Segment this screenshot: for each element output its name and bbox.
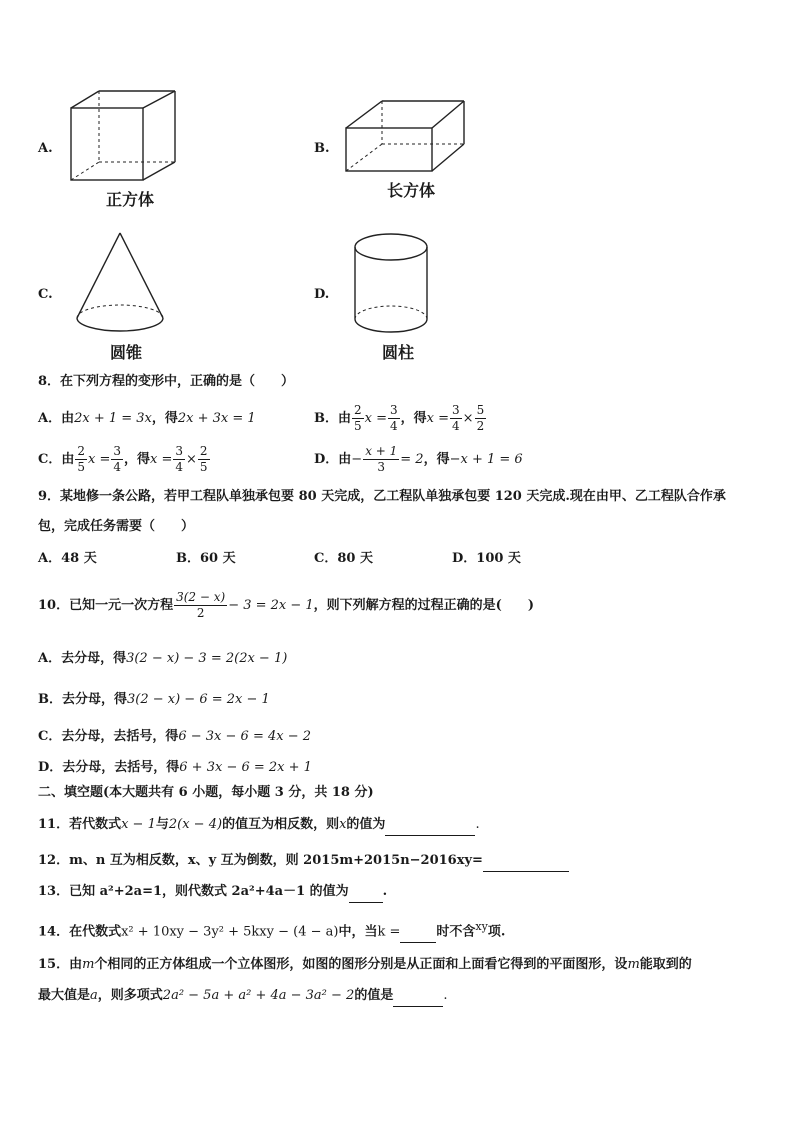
cube-figure: [68, 88, 180, 184]
question-14: 14．在代数式x² + 10xy − 3y² + 5kxy − (4 − a)中，当k = 时不含$^{xy}$项.: [38, 917, 505, 943]
option-b-letter: B.: [314, 141, 330, 156]
answer-blank-12: [483, 851, 569, 872]
question-13: 13．已知 a²+2a=1，则代数式 2a²+4a－1 的值为 .: [38, 882, 387, 903]
question-9-option-d: D．100 天: [452, 551, 521, 566]
cone-figure: [74, 230, 166, 336]
caption-cube: 正方体: [106, 190, 155, 209]
question-8-option-b: B．由 $\frac{2}{5}$ x = $\frac{3}{4}$ ，得x = $\frac{3}{4}$ × $\frac{5}{2}$: [314, 403, 485, 433]
question-8-option-c: C．由 $\frac{2}{5}$ x = $\frac{3}{4}$ ，得x = $\frac{3}{4}$ × $\frac{2}{5}$: [38, 444, 208, 474]
caption-cylinder: 圆柱: [382, 343, 415, 362]
caption-cone: 圆锥: [110, 343, 143, 362]
caption-cuboid: 长方体: [387, 181, 436, 200]
question-10-stem: 10．已知一元一次方程 $\frac{3(2 - x)}{2}$ − 3 = 2x − 1，则下列解方程的过程正确的是( ): [38, 590, 534, 620]
question-8-option-d: D．由− $\frac{x + 1}{3}$ = 2，得−x + 1 = 6: [314, 444, 523, 474]
answer-blank-14: [400, 922, 436, 943]
question-10-option-b: B．去分母，得3(2 − x) − 6 = 2x − 1: [38, 692, 270, 707]
question-9-option-b: B．60 天: [176, 551, 236, 566]
question-9-line-2: 包，完成任务需要（ ）: [38, 519, 195, 534]
question-10-option-a: A．去分母，得3(2 − x) − 3 = 2(2x − 1): [38, 651, 288, 666]
question-10-option-c: C．去分母，去括号，得6 − 3x − 6 = 4x − 2: [38, 729, 312, 744]
section-2-title: 二、填空题(本大题共有 6 小题，每小题 3 分，共 18 分): [38, 785, 374, 800]
question-8-stem: 8．在下列方程的变形中，正确的是（ ）: [38, 374, 295, 389]
question-9-option-a: A．48 天: [38, 551, 97, 566]
question-9-line-1: 9．某地修一条公路，若甲工程队单独承包要 80 天完成，乙工程队单独承包要 120 天完成.现在由甲、乙工程队合作承: [38, 489, 726, 504]
question-8-option-a: A．由2x + 1 = 3x，得2x + 3x = 1: [38, 411, 256, 426]
answer-blank-15: [393, 986, 443, 1007]
option-c-letter: C.: [38, 287, 53, 302]
cuboid-figure: [342, 98, 468, 176]
question-11: 11．若代数式x − 1与2(x − 4)的值互为相反数，则x的值为 .: [38, 815, 480, 836]
question-12: 12．m、n 互为相反数，x、y 互为倒数，则 2015m+2015n−2016xy=: [38, 851, 569, 872]
option-a-letter: A.: [38, 141, 53, 156]
answer-blank-11: [385, 815, 475, 836]
question-15-line-1: 15．由m个相同的正方体组成一个立体图形，如图的图形分别是从正面和上面看它得到的平面图形，设m能取到的: [38, 957, 692, 972]
question-10-option-d: D．去分母，去括号，得6 + 3x − 6 = 2x + 1: [38, 760, 312, 775]
question-15-line-2: 最大值是a，则多项式2a² − 5a + a² + 4a − 3a² − 2的值是 .: [38, 986, 447, 1007]
question-9-option-c: C．80 天: [314, 551, 373, 566]
answer-blank-13: [349, 882, 383, 903]
option-d-letter: D.: [314, 287, 330, 302]
cylinder-figure: [351, 231, 431, 339]
